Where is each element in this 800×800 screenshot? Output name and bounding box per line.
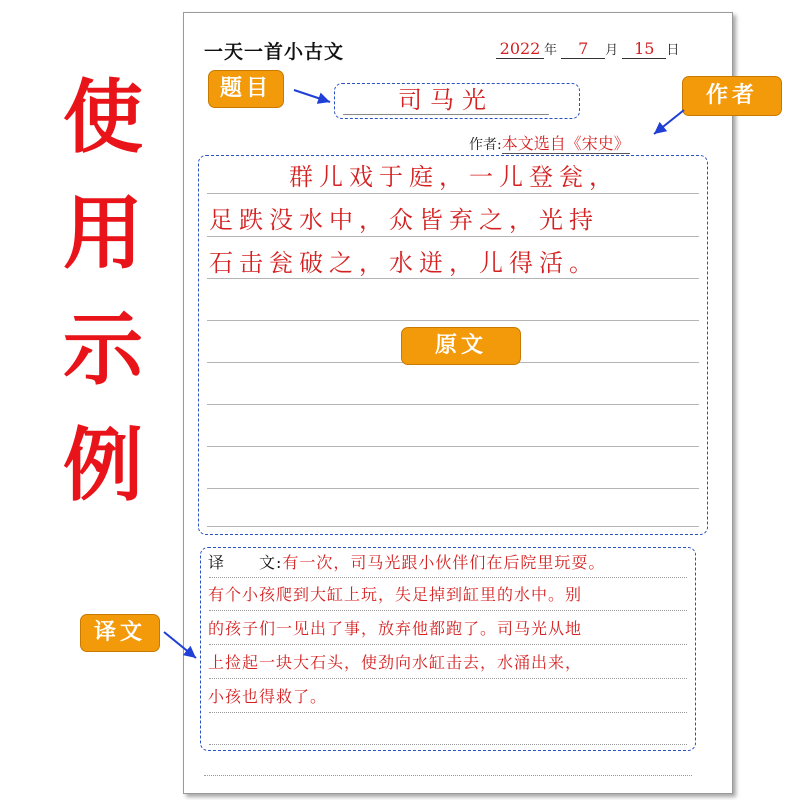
dotted-line [209, 712, 687, 713]
translation-line [208, 552, 691, 574]
author-value: 本文选自《宋史》 [501, 134, 630, 153]
ruled-line [207, 446, 699, 447]
side-title-char: 示 [63, 303, 143, 396]
translation-label: 译 文: [208, 553, 283, 572]
translation-box [200, 547, 696, 751]
year-value: 2022 [496, 39, 544, 59]
side-title-char: 用 [63, 187, 143, 280]
author-line [469, 131, 630, 154]
dotted-line [209, 610, 687, 611]
translation-text: 有一次，司马光跟小伙伴们在后院里玩耍。 [282, 553, 606, 572]
original-line: 足跌没水中，众皆弃之，光持 [209, 206, 599, 234]
ruled-line [207, 320, 699, 321]
translation-line: 上捡起一块大石头，使劲向水缸击去，水涌出来， [208, 653, 583, 672]
month-unit: 月 [605, 43, 619, 58]
ruled-line [207, 236, 699, 237]
ruled-line [207, 404, 699, 405]
side-title [58, 60, 148, 524]
author-label: 作者: [469, 137, 502, 153]
dotted-line [209, 577, 687, 578]
day-value: 15 [622, 39, 666, 59]
translation-line: 小孩也得救了。 [208, 687, 328, 706]
author-tag: 作者 [682, 76, 782, 116]
worksheet-page [183, 12, 733, 794]
worksheet-title: 一天一首小古文 [204, 41, 345, 63]
year-unit: 年 [544, 43, 558, 58]
title-tag: 题目 [208, 70, 284, 108]
date-line [496, 39, 679, 59]
side-title-char: 例 [63, 419, 143, 512]
dotted-line [209, 678, 687, 679]
ruled-line [207, 278, 699, 279]
ruled-line [207, 488, 699, 489]
dotted-line [204, 775, 692, 776]
month-value: 7 [561, 39, 605, 59]
original-tag: 原文 [401, 327, 521, 365]
day-unit: 日 [666, 43, 680, 58]
original-line: 石击瓮破之，水迸，儿得活。 [209, 249, 599, 277]
dotted-line [209, 744, 687, 745]
poem-title: 司马光 [343, 86, 549, 115]
original-line: 群儿戏于庭，一儿登瓮， [289, 163, 619, 191]
translation-line: 有个小孩爬到大缸上玩，失足掉到缸里的水中。别 [208, 585, 583, 604]
ruled-line [207, 526, 699, 527]
ruled-line [207, 193, 699, 194]
side-title-char: 使 [63, 71, 143, 164]
dotted-line [209, 644, 687, 645]
title-box [334, 83, 580, 119]
translation-tag: 译文 [80, 614, 160, 652]
translation-line: 的孩子们一见出了事，放弃他都跑了。司马光从地 [208, 619, 583, 638]
